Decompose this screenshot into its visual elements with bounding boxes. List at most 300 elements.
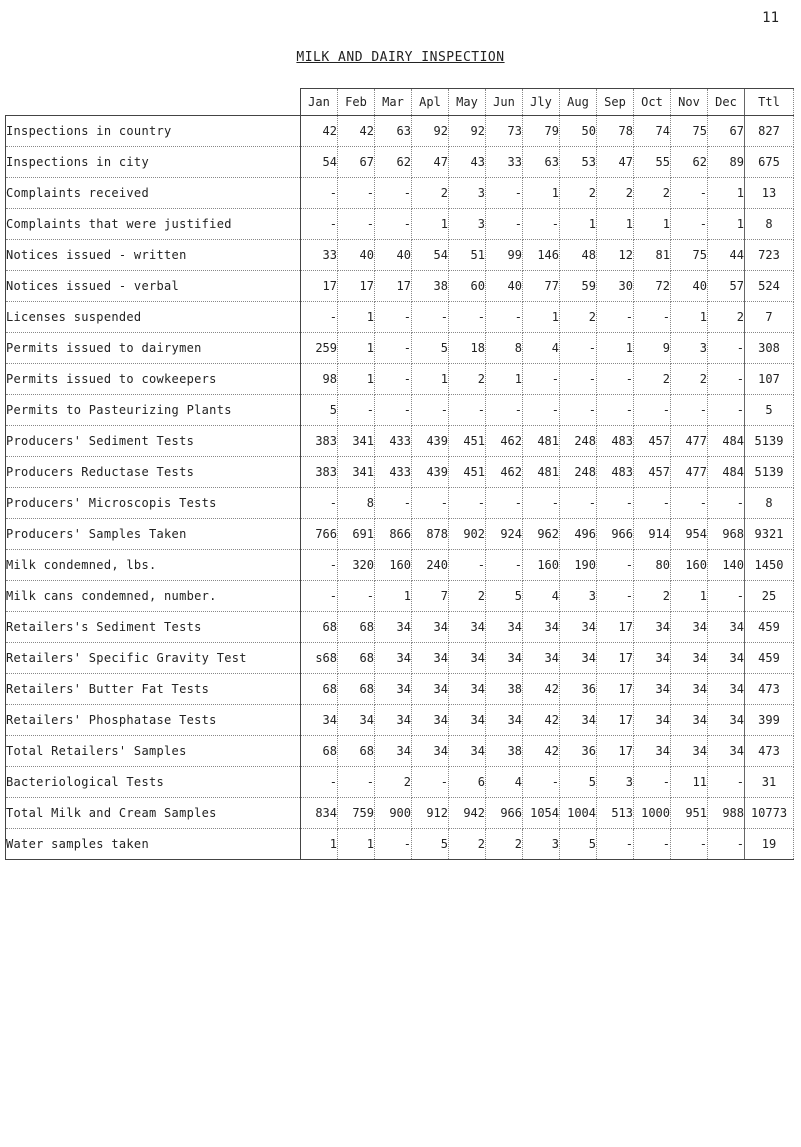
month-value-cell: - (560, 488, 597, 519)
month-value-cell: 1 (671, 302, 708, 333)
month-value-cell: 18 (449, 333, 486, 364)
month-value-cell: 1 (523, 302, 560, 333)
month-value-cell: 2 (597, 178, 634, 209)
month-value-cell: 34 (523, 643, 560, 674)
table-row (6, 209, 794, 240)
month-value-cell: 248 (560, 457, 597, 488)
month-value-cell: - (523, 488, 560, 519)
month-value-cell: 34 (338, 705, 375, 736)
month-value-cell: - (597, 395, 634, 426)
month-value-cell: 9 (634, 333, 671, 364)
month-value-cell: 34 (412, 705, 449, 736)
month-value-cell: 4 (486, 767, 523, 798)
month-header: Jly (523, 89, 560, 116)
row-label: Retailers' Butter Fat Tests (6, 674, 301, 705)
month-value-cell: 2 (486, 829, 523, 860)
total-cell: 10773 (745, 798, 794, 829)
month-value-cell: 8 (338, 488, 375, 519)
month-value-cell: 34 (560, 705, 597, 736)
month-value-cell: 5 (560, 767, 597, 798)
month-header: Oct (634, 89, 671, 116)
month-value-cell: 68 (338, 612, 375, 643)
month-value-cell: 942 (449, 798, 486, 829)
total-cell: 308 (745, 333, 794, 364)
month-value-cell: 3 (449, 178, 486, 209)
month-value-cell: 92 (412, 116, 449, 147)
table-row (6, 426, 794, 457)
month-value-cell: 5 (560, 829, 597, 860)
month-value-cell: 42 (301, 116, 338, 147)
month-value-cell: 34 (375, 643, 412, 674)
month-value-cell: 766 (301, 519, 338, 550)
month-value-cell: 43 (449, 147, 486, 178)
month-value-cell: - (560, 333, 597, 364)
table-row (6, 612, 794, 643)
total-cell: 459 (745, 612, 794, 643)
row-label: Permits to Pasteurizing Plants (6, 395, 301, 426)
month-value-cell: 5 (412, 829, 449, 860)
month-value-cell: 3 (597, 767, 634, 798)
table-row (6, 674, 794, 705)
month-value-cell: 33 (301, 240, 338, 271)
month-value-cell: 34 (301, 705, 338, 736)
month-value-cell: 67 (338, 147, 375, 178)
month-value-cell: 1 (486, 364, 523, 395)
month-header: Mar (375, 89, 412, 116)
document-title: MILK AND DAIRY INSPECTION (296, 50, 505, 65)
month-value-cell: 74 (634, 116, 671, 147)
month-value-cell: 62 (671, 147, 708, 178)
month-header: Feb (338, 89, 375, 116)
month-value-cell: 77 (523, 271, 560, 302)
month-value-cell: 89 (708, 147, 745, 178)
month-value-cell: - (708, 395, 745, 426)
month-value-cell: - (412, 767, 449, 798)
month-value-cell: 34 (412, 643, 449, 674)
month-value-cell: 3 (560, 581, 597, 612)
month-value-cell: 17 (597, 736, 634, 767)
month-value-cell: 8 (486, 333, 523, 364)
month-value-cell: - (338, 395, 375, 426)
row-label: Producers' Sediment Tests (6, 426, 301, 457)
month-value-cell: - (560, 364, 597, 395)
month-value-cell: 457 (634, 457, 671, 488)
total-cell: 13 (745, 178, 794, 209)
table-row (6, 333, 794, 364)
total-header: Ttl (745, 89, 794, 116)
month-value-cell: 34 (486, 705, 523, 736)
month-value-cell: 160 (523, 550, 560, 581)
month-value-cell: - (486, 550, 523, 581)
month-value-cell: - (708, 767, 745, 798)
month-value-cell: 34 (449, 643, 486, 674)
month-value-cell: - (634, 302, 671, 333)
month-value-cell: 34 (671, 643, 708, 674)
month-value-cell: 914 (634, 519, 671, 550)
row-label: Milk condemned, lbs. (6, 550, 301, 581)
month-value-cell: - (338, 767, 375, 798)
month-value-cell: 34 (412, 736, 449, 767)
month-value-cell: 11 (671, 767, 708, 798)
month-value-cell: - (301, 767, 338, 798)
month-value-cell: 34 (449, 612, 486, 643)
month-value-cell: - (708, 829, 745, 860)
month-value-cell: - (412, 395, 449, 426)
month-value-cell: 34 (523, 612, 560, 643)
month-value-cell: - (449, 302, 486, 333)
month-value-cell: 457 (634, 426, 671, 457)
table-row (6, 798, 794, 829)
month-value-cell: 902 (449, 519, 486, 550)
month-value-cell: 42 (338, 116, 375, 147)
month-value-cell: - (597, 302, 634, 333)
month-value-cell: - (597, 488, 634, 519)
row-label: Notices issued - written (6, 240, 301, 271)
month-value-cell: 951 (671, 798, 708, 829)
month-value-cell: 966 (486, 798, 523, 829)
month-value-cell: 68 (301, 736, 338, 767)
table-row (6, 364, 794, 395)
total-cell: 9321 (745, 519, 794, 550)
month-value-cell: 477 (671, 426, 708, 457)
month-value-cell: 2 (560, 302, 597, 333)
month-value-cell: 1 (338, 333, 375, 364)
month-header: May (449, 89, 486, 116)
corner-cell (6, 89, 301, 116)
page-number: 11 (762, 10, 779, 26)
row-label: Retailers' Specific Gravity Test (6, 643, 301, 674)
month-value-cell: 759 (338, 798, 375, 829)
month-value-cell: 34 (486, 643, 523, 674)
month-value-cell: 34 (708, 705, 745, 736)
month-value-cell: - (375, 488, 412, 519)
month-value-cell: - (634, 488, 671, 519)
month-value-cell: 40 (486, 271, 523, 302)
month-value-cell: - (708, 364, 745, 395)
month-value-cell: 33 (486, 147, 523, 178)
month-value-cell: - (671, 395, 708, 426)
row-label: Producers' Microscopis Tests (6, 488, 301, 519)
month-value-cell: 1054 (523, 798, 560, 829)
month-value-cell: 1004 (560, 798, 597, 829)
month-value-cell: - (671, 209, 708, 240)
total-cell: 827 (745, 116, 794, 147)
month-value-cell: 383 (301, 457, 338, 488)
month-value-cell: 34 (375, 705, 412, 736)
month-value-cell: 57 (708, 271, 745, 302)
month-value-cell: - (301, 550, 338, 581)
month-value-cell: - (597, 364, 634, 395)
month-value-cell: 439 (412, 426, 449, 457)
month-value-cell: 866 (375, 519, 412, 550)
row-label: Complaints received (6, 178, 301, 209)
month-value-cell: - (375, 302, 412, 333)
month-value-cell: - (708, 333, 745, 364)
total-cell: 8 (745, 209, 794, 240)
month-value-cell: 433 (375, 426, 412, 457)
month-value-cell: 483 (597, 426, 634, 457)
month-value-cell: 38 (412, 271, 449, 302)
row-label: Permits issued to dairymen (6, 333, 301, 364)
month-value-cell: 1 (412, 364, 449, 395)
month-value-cell: - (301, 178, 338, 209)
table-row (6, 829, 794, 860)
month-value-cell: 34 (708, 736, 745, 767)
month-value-cell: 1 (597, 333, 634, 364)
month-value-cell: 68 (301, 612, 338, 643)
total-cell: 723 (745, 240, 794, 271)
month-header: Aug (560, 89, 597, 116)
month-value-cell: - (375, 178, 412, 209)
month-value-cell: 912 (412, 798, 449, 829)
month-value-cell: 40 (671, 271, 708, 302)
month-value-cell: 34 (634, 705, 671, 736)
month-value-cell: 34 (671, 612, 708, 643)
month-value-cell: 17 (597, 643, 634, 674)
month-value-cell: 67 (708, 116, 745, 147)
month-value-cell: - (375, 364, 412, 395)
month-value-cell: - (338, 581, 375, 612)
month-value-cell: 34 (486, 612, 523, 643)
month-value-cell: 2 (449, 581, 486, 612)
month-value-cell: - (449, 395, 486, 426)
month-value-cell: 1 (412, 209, 449, 240)
month-value-cell: 53 (560, 147, 597, 178)
month-value-cell: 878 (412, 519, 449, 550)
month-value-cell: 2 (634, 364, 671, 395)
month-value-cell: 40 (338, 240, 375, 271)
month-value-cell: - (375, 829, 412, 860)
month-value-cell: - (671, 488, 708, 519)
row-label: Producers' Samples Taken (6, 519, 301, 550)
month-value-cell: 259 (301, 333, 338, 364)
month-value-cell: 68 (338, 674, 375, 705)
month-value-cell: 47 (597, 147, 634, 178)
month-header: Nov (671, 89, 708, 116)
month-value-cell: - (597, 581, 634, 612)
total-cell: 8 (745, 488, 794, 519)
month-value-cell: 341 (338, 457, 375, 488)
month-value-cell: 1 (708, 209, 745, 240)
month-value-cell: 62 (375, 147, 412, 178)
month-value-cell: 140 (708, 550, 745, 581)
month-value-cell: 48 (560, 240, 597, 271)
month-value-cell: 433 (375, 457, 412, 488)
total-cell: 524 (745, 271, 794, 302)
table-row (6, 302, 794, 333)
row-label: Milk cans condemned, number. (6, 581, 301, 612)
month-value-cell: 34 (634, 612, 671, 643)
month-value-cell: 4 (523, 333, 560, 364)
row-label: Notices issued - verbal (6, 271, 301, 302)
total-cell: 473 (745, 736, 794, 767)
table-row (6, 271, 794, 302)
month-value-cell: 462 (486, 426, 523, 457)
table-row (6, 116, 794, 147)
month-value-cell: 477 (671, 457, 708, 488)
row-label: Bacteriological Tests (6, 767, 301, 798)
row-label: Inspections in country (6, 116, 301, 147)
month-value-cell: 1 (523, 178, 560, 209)
total-cell: 5 (745, 395, 794, 426)
month-value-cell: 44 (708, 240, 745, 271)
month-value-cell: 34 (449, 705, 486, 736)
month-value-cell: 966 (597, 519, 634, 550)
month-value-cell: 320 (338, 550, 375, 581)
month-value-cell: 146 (523, 240, 560, 271)
month-value-cell: 34 (412, 612, 449, 643)
month-value-cell: 47 (412, 147, 449, 178)
total-cell: 473 (745, 674, 794, 705)
month-header: Dec (708, 89, 745, 116)
month-value-cell: 988 (708, 798, 745, 829)
month-value-cell: 481 (523, 457, 560, 488)
table-row (6, 705, 794, 736)
row-label: Inspections in city (6, 147, 301, 178)
month-value-cell: - (486, 302, 523, 333)
header-row (6, 89, 794, 116)
month-value-cell: 160 (375, 550, 412, 581)
month-value-cell: 1 (708, 178, 745, 209)
table-row (6, 488, 794, 519)
table-row (6, 550, 794, 581)
month-value-cell: 34 (375, 736, 412, 767)
month-header: Jun (486, 89, 523, 116)
total-cell: 459 (745, 643, 794, 674)
table-row (6, 767, 794, 798)
month-value-cell: 954 (671, 519, 708, 550)
month-value-cell: 17 (597, 612, 634, 643)
month-value-cell: 63 (375, 116, 412, 147)
month-value-cell: - (523, 767, 560, 798)
month-value-cell: 2 (560, 178, 597, 209)
month-value-cell: - (412, 488, 449, 519)
month-value-cell: 34 (375, 612, 412, 643)
month-value-cell: 160 (671, 550, 708, 581)
table-row (6, 178, 794, 209)
month-value-cell: 34 (671, 674, 708, 705)
month-value-cell: - (523, 364, 560, 395)
month-value-cell: - (708, 581, 745, 612)
month-value-cell: 481 (523, 426, 560, 457)
month-value-cell: 1 (338, 829, 375, 860)
total-cell: 5139 (745, 457, 794, 488)
month-value-cell: 5 (412, 333, 449, 364)
row-label: Complaints that were justified (6, 209, 301, 240)
total-cell: 5139 (745, 426, 794, 457)
total-cell: 107 (745, 364, 794, 395)
month-value-cell: 36 (560, 736, 597, 767)
month-header: Apl (412, 89, 449, 116)
month-value-cell: 240 (412, 550, 449, 581)
month-value-cell: - (671, 178, 708, 209)
month-header: Sep (597, 89, 634, 116)
month-value-cell: 34 (708, 674, 745, 705)
month-value-cell: - (449, 488, 486, 519)
month-value-cell: 34 (449, 736, 486, 767)
month-value-cell: 1 (338, 364, 375, 395)
table-row (6, 519, 794, 550)
month-value-cell: 900 (375, 798, 412, 829)
row-label: Licenses suspended (6, 302, 301, 333)
month-value-cell: 962 (523, 519, 560, 550)
month-value-cell: 924 (486, 519, 523, 550)
month-value-cell: 1 (560, 209, 597, 240)
month-value-cell: 2 (671, 364, 708, 395)
table-row (6, 736, 794, 767)
month-value-cell: 484 (708, 457, 745, 488)
month-value-cell: 75 (671, 240, 708, 271)
month-value-cell: 68 (338, 643, 375, 674)
month-value-cell: 34 (412, 674, 449, 705)
month-value-cell: 34 (634, 674, 671, 705)
month-value-cell: 55 (634, 147, 671, 178)
month-value-cell: - (449, 550, 486, 581)
row-label: Producers Reductase Tests (6, 457, 301, 488)
month-value-cell: 79 (523, 116, 560, 147)
total-cell: 399 (745, 705, 794, 736)
month-value-cell: - (486, 395, 523, 426)
month-value-cell: 34 (671, 705, 708, 736)
month-value-cell: 5 (486, 581, 523, 612)
month-value-cell: 59 (560, 271, 597, 302)
total-cell: 31 (745, 767, 794, 798)
month-value-cell: 1000 (634, 798, 671, 829)
total-cell: 7 (745, 302, 794, 333)
table-row (6, 395, 794, 426)
month-value-cell: 78 (597, 116, 634, 147)
table-row (6, 147, 794, 178)
month-value-cell: 34 (634, 736, 671, 767)
total-cell: 675 (745, 147, 794, 178)
month-value-cell: 451 (449, 426, 486, 457)
month-value-cell: - (412, 302, 449, 333)
table-row (6, 643, 794, 674)
month-value-cell: - (597, 829, 634, 860)
month-value-cell: - (523, 395, 560, 426)
month-value-cell: 34 (634, 643, 671, 674)
month-value-cell: 51 (449, 240, 486, 271)
month-value-cell: 34 (671, 736, 708, 767)
month-value-cell: 40 (375, 240, 412, 271)
month-value-cell: s68 (301, 643, 338, 674)
month-value-cell: - (486, 488, 523, 519)
month-value-cell: 5 (301, 395, 338, 426)
month-value-cell: - (338, 178, 375, 209)
month-value-cell: 17 (597, 705, 634, 736)
month-value-cell: - (708, 488, 745, 519)
month-value-cell: 2 (708, 302, 745, 333)
month-value-cell: - (338, 209, 375, 240)
month-value-cell: 75 (671, 116, 708, 147)
month-value-cell: - (560, 395, 597, 426)
month-value-cell: 50 (560, 116, 597, 147)
month-value-cell: 17 (375, 271, 412, 302)
month-value-cell: 3 (449, 209, 486, 240)
month-value-cell: 92 (449, 116, 486, 147)
month-value-cell: 513 (597, 798, 634, 829)
month-value-cell: - (301, 209, 338, 240)
month-value-cell: 190 (560, 550, 597, 581)
month-value-cell: - (375, 395, 412, 426)
month-value-cell: 68 (338, 736, 375, 767)
month-value-cell: 38 (486, 674, 523, 705)
month-value-cell: 2 (375, 767, 412, 798)
month-value-cell: - (375, 333, 412, 364)
month-value-cell: - (634, 767, 671, 798)
row-label: Retailers' Phosphatase Tests (6, 705, 301, 736)
month-value-cell: 968 (708, 519, 745, 550)
